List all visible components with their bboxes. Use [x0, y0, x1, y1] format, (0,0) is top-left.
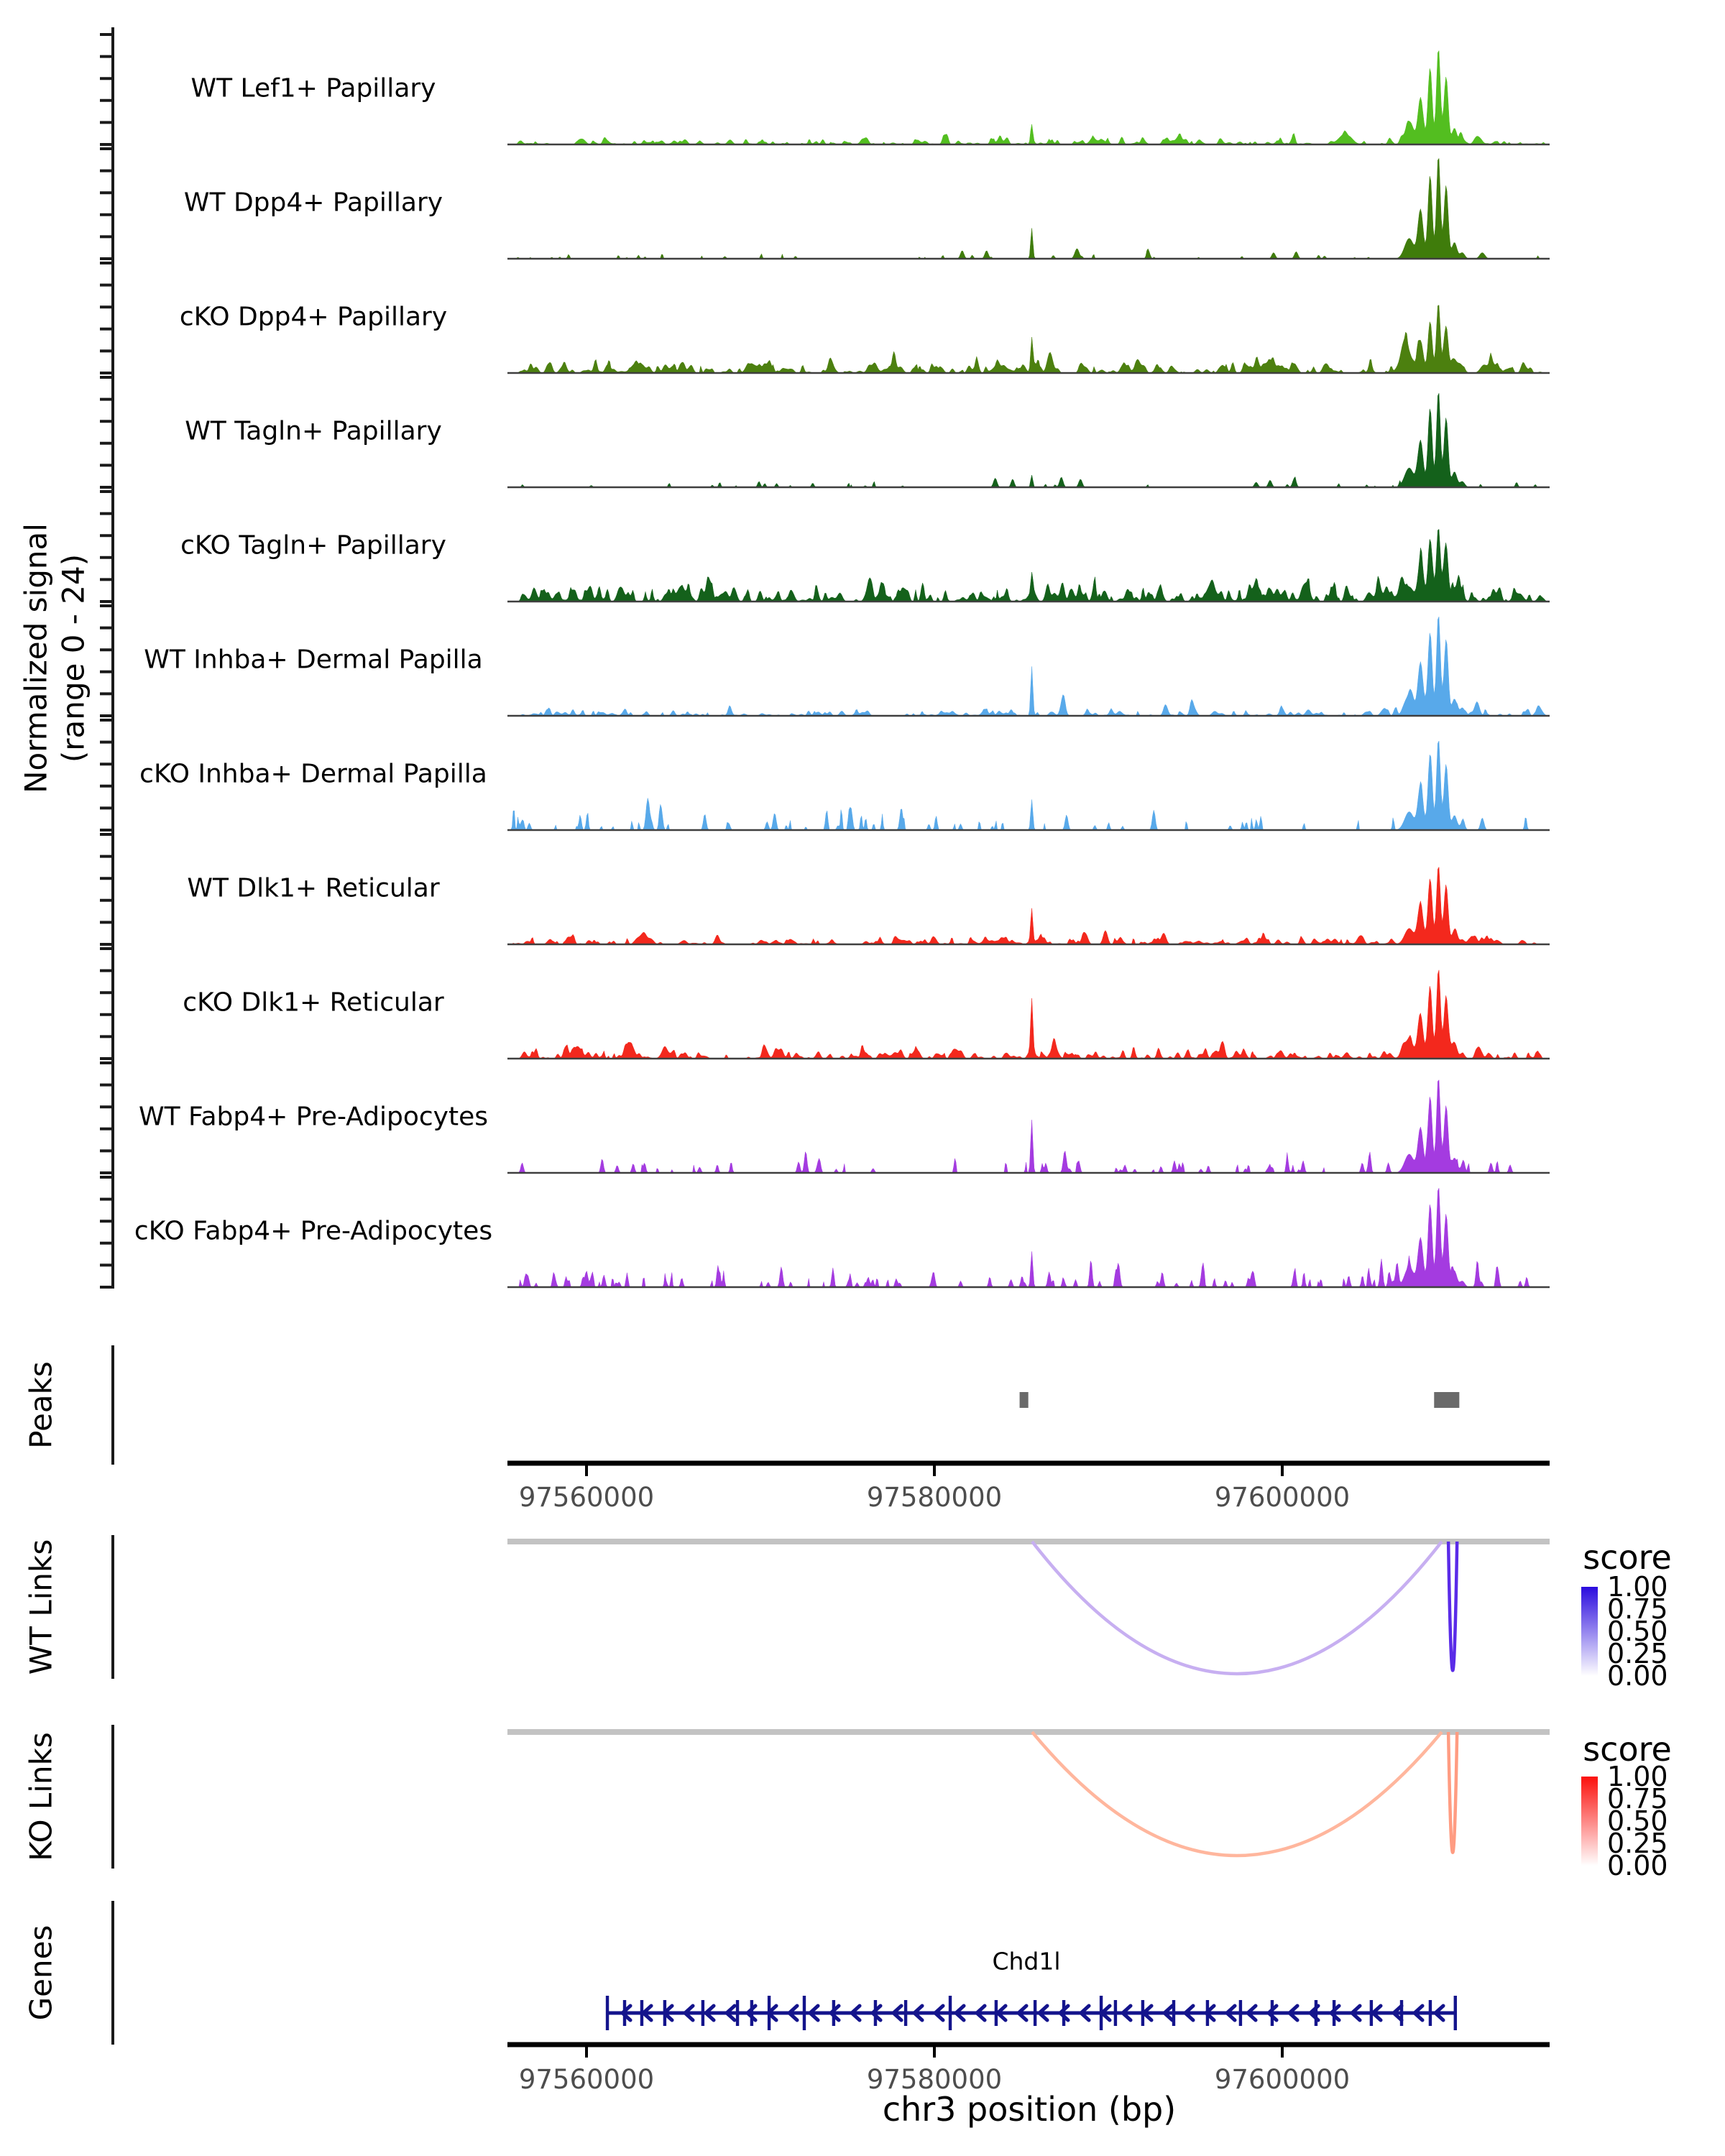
track-label-5: cKO Tagln+ Papillary: [180, 530, 446, 561]
ko-links-legend-gradient: [1581, 1777, 1598, 1866]
gene-exon-12: [904, 2000, 907, 2026]
axis-tick-label-bottom-2: 97580000: [866, 2064, 1003, 2095]
gene-exon-8: [768, 1996, 770, 2030]
axis-tick-label-bottom-3: 97600000: [1214, 2064, 1351, 2095]
coverage-signal-1: [507, 51, 1550, 145]
ko-links-row-label: KO Links: [23, 1732, 59, 1861]
axis-tick-label-top-3: 97600000: [1214, 1482, 1351, 1513]
gene-exon-18: [1114, 2000, 1117, 2026]
gene-exon-3: [640, 2000, 643, 2026]
gene-exon-20: [1172, 2000, 1175, 2026]
gene-exon-4: [663, 2000, 666, 2026]
gene-exon-21: [1206, 2000, 1209, 2026]
coverage-signal-11: [507, 1188, 1550, 1287]
ko-links-legend-tick-4: 0.25: [1607, 1828, 1668, 1859]
coverage-signal-2: [507, 158, 1550, 259]
wt-links-legend-tick-1: 1.00: [1607, 1571, 1668, 1603]
peak-interval-2: [1434, 1392, 1459, 1408]
y-axis-label-line1: Normalized signal: [18, 523, 54, 793]
wt-links-legend-tick-3: 0.50: [1607, 1616, 1668, 1647]
axis-tick-label-bottom-1: 97560000: [518, 2064, 655, 2095]
coverage-signal-8: [507, 867, 1550, 945]
gene-exon-14: [995, 2000, 998, 2026]
wt-links-legend-title: score: [1583, 1538, 1672, 1577]
track-label-1: WT Lef1+ Papillary: [190, 73, 436, 103]
genes-row-label: Genes: [23, 1925, 59, 2021]
gene-exon-10: [832, 2000, 835, 2026]
gene-exon-26: [1370, 2000, 1373, 2026]
gene-exon-6: [736, 2000, 739, 2026]
gene-exon-13: [949, 1996, 952, 2030]
wt-links-arc-2: [1448, 1542, 1457, 1670]
track-label-9: cKO Dlk1+ Reticular: [183, 987, 444, 1018]
wt-links-arc-1: [1032, 1542, 1442, 1674]
wt-links-legend-tick-4: 0.25: [1607, 1638, 1668, 1669]
gene-exon-24: [1315, 2000, 1317, 2026]
gene-exon-2: [623, 2000, 626, 2026]
gene-exon-5: [702, 2000, 704, 2026]
ko-links-arc-2: [1448, 1732, 1457, 1853]
gene-exon-28: [1429, 2000, 1432, 2026]
track-label-3: cKO Dpp4+ Papillary: [179, 302, 448, 332]
coverage-signal-5: [507, 529, 1550, 602]
wt-links-legend-tick-2: 0.75: [1607, 1593, 1668, 1625]
gene-exon-19: [1141, 2000, 1144, 2026]
track-label-2: WT Dpp4+ Papillary: [183, 188, 443, 218]
gene-exon-22: [1239, 2000, 1242, 2026]
track-label-4: WT Tagln+ Papillary: [185, 416, 442, 446]
gene-exon-29: [1454, 1996, 1457, 2030]
ko-links-legend-tick-1: 1.00: [1607, 1761, 1668, 1792]
wt-links-row-label: WT Links: [23, 1539, 59, 1675]
coverage-signal-3: [507, 305, 1550, 373]
gene-exon-16: [1062, 2000, 1065, 2026]
axis-tick-label-top-2: 97580000: [866, 1482, 1003, 1513]
axis-tick-label-top-1: 97560000: [518, 1482, 655, 1513]
coverage-signal-10: [507, 1080, 1550, 1173]
gene-exon-23: [1271, 2000, 1274, 2026]
track-label-11: cKO Fabp4+ Pre-Adipocytes: [134, 1216, 493, 1246]
gene-exon-27: [1400, 2000, 1403, 2026]
track-label-8: WT Dlk1+ Reticular: [187, 873, 440, 903]
y-axis-label-line2: (range 0 - 24): [55, 553, 91, 763]
gene-exon-25: [1333, 2000, 1335, 2026]
gene-name-label: Chd1l: [992, 1947, 1061, 1976]
gene-exon-1: [606, 1996, 609, 2030]
track-label-10: WT Fabp4+ Pre-Adipocytes: [139, 1102, 488, 1132]
peaks-row-label: Peaks: [23, 1361, 59, 1449]
coverage-signal-4: [507, 393, 1550, 487]
ko-links-legend-tick-5: 0.00: [1607, 1850, 1668, 1881]
ko-links-legend-tick-3: 0.50: [1607, 1805, 1668, 1837]
coverage-signal-7: [507, 741, 1550, 830]
coverage-signal-6: [507, 617, 1550, 716]
track-label-6: WT Inhba+ Dermal Papilla: [144, 645, 483, 675]
ko-links-arc-1: [1032, 1732, 1442, 1856]
gene-exon-7: [750, 2000, 753, 2026]
track-label-7: cKO Inhba+ Dermal Papilla: [139, 759, 487, 789]
gene-exon-17: [1100, 1996, 1103, 2030]
ko-links-legend-title: score: [1583, 1730, 1672, 1769]
ko-links-legend-tick-2: 0.75: [1607, 1783, 1668, 1815]
peak-interval-1: [1020, 1392, 1029, 1408]
gene-exon-15: [1034, 2000, 1036, 2026]
gene-exon-11: [874, 2000, 877, 2026]
wt-links-legend-tick-5: 0.00: [1607, 1660, 1668, 1692]
coverage-signal-9: [507, 970, 1550, 1059]
x-axis-title: chr3 position (bp): [882, 2090, 1177, 2129]
wt-links-legend-gradient: [1581, 1587, 1598, 1676]
gene-exon-9: [803, 1996, 806, 2030]
